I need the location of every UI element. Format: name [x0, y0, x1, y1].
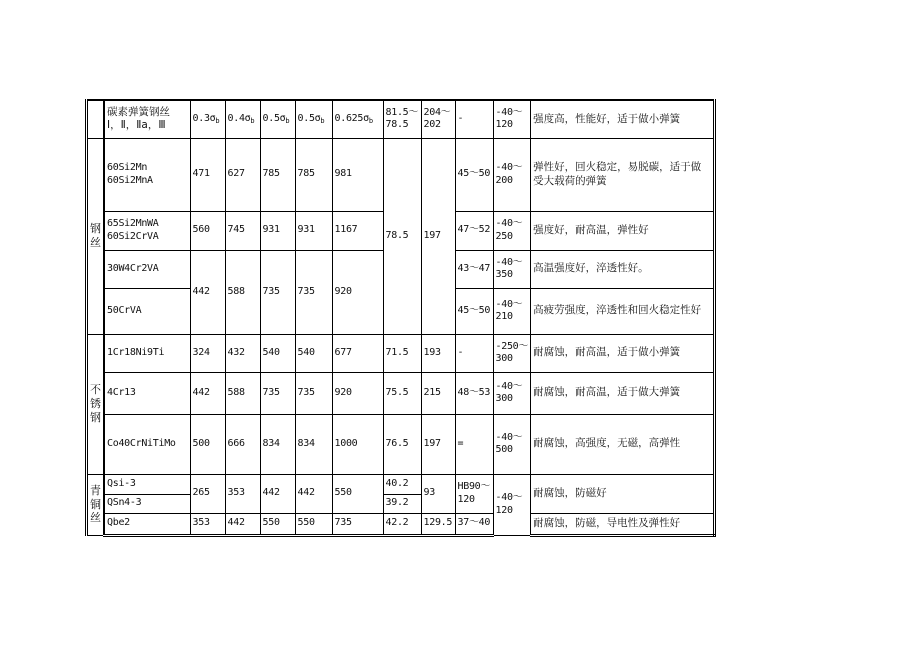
table-row	[87, 372, 715, 414]
stress-col1: 324	[190, 334, 225, 372]
stress-col1: 471	[190, 138, 225, 211]
stress-col2: 627	[225, 138, 260, 211]
group-label-bronze: 青 铜 丝	[87, 474, 105, 535]
stress-col5: 735	[332, 513, 383, 535]
stress-col4: 785	[295, 138, 332, 211]
stress-col1: 442	[190, 250, 225, 334]
stress-col4: 550	[295, 513, 332, 535]
stress-col1: 500	[190, 414, 225, 474]
modulus-e: 42.2	[383, 513, 421, 535]
stress-col3: 735	[260, 250, 295, 334]
description: 耐腐蚀，防磁，导电性及弹性好	[531, 513, 715, 535]
description: 耐腐蚀，高强度，无磁，高弹性	[531, 414, 715, 474]
modulus-g: 193	[421, 334, 455, 372]
temperature-range: -40～ 350	[493, 250, 531, 288]
stress-col2: 353	[225, 474, 260, 513]
modulus-g: 204～ 202	[421, 100, 455, 138]
hardness: 48～53	[455, 372, 493, 414]
group-label-spring-wire: 钢 丝	[87, 138, 105, 334]
stress-col2: 745	[225, 211, 260, 250]
temperature-range: -40～ 120	[493, 474, 531, 535]
modulus-g: 93	[421, 474, 455, 513]
hardness: 43～47	[455, 250, 493, 288]
group-label-stainless: 不 锈 钢	[87, 334, 105, 474]
stress-col2: 666	[225, 414, 260, 474]
stress-col4: $0.5\sigma_b$	[295, 100, 332, 138]
material-name: Qbe2	[104, 513, 190, 535]
modulus-e: 75.5	[383, 372, 421, 414]
modulus-e: 39.2	[383, 494, 421, 513]
modulus-e: 76.5	[383, 414, 421, 474]
stress-col5: $0.625\sigma_b$	[332, 100, 383, 138]
modulus-g: 215	[421, 372, 455, 414]
material-name: QSn4-3	[104, 494, 190, 513]
description: 强度高，性能好，适于做小弹簧	[531, 100, 715, 138]
hardness: 37～40	[455, 513, 493, 535]
stress-col1: 560	[190, 211, 225, 250]
hardness: -	[455, 100, 493, 138]
hardness: -	[455, 334, 493, 372]
stress-col2: 588	[225, 250, 260, 334]
table-row	[87, 100, 715, 138]
stress-col2: 442	[225, 513, 260, 535]
temperature-range: -40～ 200	[493, 138, 531, 211]
stress-col4: 931	[295, 211, 332, 250]
description: 强度好，耐高温，弹性好	[531, 211, 715, 250]
stress-col5: 677	[332, 334, 383, 372]
stress-col4: 735	[295, 250, 332, 334]
stress-col3: $0.5\sigma_b$	[260, 100, 295, 138]
stress-col3: 785	[260, 138, 295, 211]
material-name: Co40CrNiTiMo	[104, 414, 190, 474]
modulus-g: 129.5	[421, 513, 455, 535]
modulus-e: 71.5	[383, 334, 421, 372]
stress-col5: 920	[332, 372, 383, 414]
temperature-range: -40～ 120	[493, 100, 531, 138]
hardness: HB90～ 120	[455, 474, 493, 513]
stress-col4: 834	[295, 414, 332, 474]
stress-col3: 442	[260, 474, 295, 513]
table-row	[87, 474, 715, 494]
description: 高疲劳强度，淬透性和回火稳定性好	[531, 288, 715, 334]
modulus-g: 197	[421, 138, 455, 334]
material-name: 50CrVA	[104, 288, 190, 334]
material-name: 碳素弹簧钢丝 Ⅰ，Ⅱ，Ⅱa，Ⅲ	[104, 100, 190, 138]
temperature-range: -250～ 300	[493, 334, 531, 372]
stress-col3: 735	[260, 372, 295, 414]
stress-col1: $0.3\sigma_b$	[190, 100, 225, 138]
hardness: 45～50	[455, 138, 493, 211]
group-cell	[87, 100, 105, 138]
stress-col2: 432	[225, 334, 260, 372]
stress-col4: 735	[295, 372, 332, 414]
modulus-e: 40.2	[383, 474, 421, 494]
stress-col5: 1167	[332, 211, 383, 250]
stress-col3: 834	[260, 414, 295, 474]
stress-col2: $0.4\sigma_b$	[225, 100, 260, 138]
stress-col5: 920	[332, 250, 383, 334]
temperature-range: -40～ 500	[493, 414, 531, 474]
stress-col5: 550	[332, 474, 383, 513]
hardness: =	[455, 414, 493, 474]
material-name: 4Cr13	[104, 372, 190, 414]
material-name: Qsi-3	[104, 474, 190, 494]
stress-col5: 1000	[332, 414, 383, 474]
table-row	[87, 138, 715, 211]
material-name: 1Cr18Ni9Ti	[104, 334, 190, 372]
modulus-g: 197	[421, 414, 455, 474]
material-name: 30W4Cr2VA	[104, 250, 190, 288]
stress-col3: 931	[260, 211, 295, 250]
hardness: 45～50	[455, 288, 493, 334]
temperature-range: -40～ 210	[493, 288, 531, 334]
description: 高温强度好，淬透性好。	[531, 250, 715, 288]
material-name: 65Si2MnWA 60Si2CrVA	[104, 211, 190, 250]
description: 耐腐蚀，耐高温，适于做大弹簧	[531, 372, 715, 414]
stress-col3: 540	[260, 334, 295, 372]
table-row	[87, 334, 715, 372]
description: 耐腐蚀，防磁好	[531, 474, 715, 513]
hardness: 47～52	[455, 211, 493, 250]
stress-col1: 353	[190, 513, 225, 535]
material-name: 60Si2Mn 60Si2MnA	[104, 138, 190, 211]
modulus-e: 78.5	[383, 138, 421, 334]
stress-col4: 442	[295, 474, 332, 513]
table-row	[87, 414, 715, 474]
spring-material-table	[85, 99, 716, 537]
stress-col1: 265	[190, 474, 225, 513]
table-row	[87, 513, 715, 535]
stress-col5: 981	[332, 138, 383, 211]
temperature-range: -40～ 300	[493, 372, 531, 414]
stress-col1: 442	[190, 372, 225, 414]
stress-col3: 550	[260, 513, 295, 535]
description: 弹性好，回火稳定，易脱碳，适于做受大载荷的弹簧	[531, 138, 715, 211]
stress-col4: 540	[295, 334, 332, 372]
modulus-e: 81.5～ 78.5	[383, 100, 421, 138]
temperature-range: -40～ 250	[493, 211, 531, 250]
description: 耐腐蚀，耐高温，适于做小弹簧	[531, 334, 715, 372]
stress-col2: 588	[225, 372, 260, 414]
